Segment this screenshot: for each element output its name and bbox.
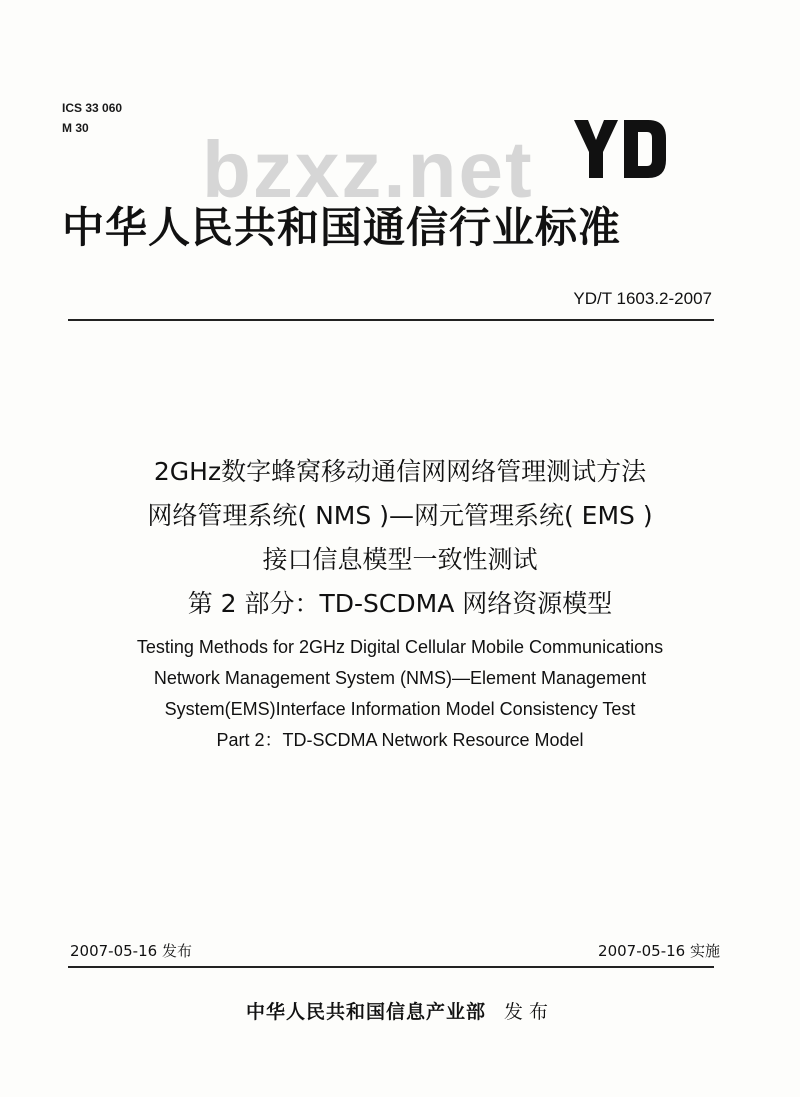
english-title-line-2: Network Management System (NMS)—Element Management	[153, 668, 647, 688]
standard-title: 中华人民共和国通信行业标准	[62, 203, 622, 252]
chinese-title-line-4: 第 2 部分：TD-SCDMA 网络资源模型	[187, 589, 613, 618]
watermark: bzxz.net	[202, 125, 534, 214]
implement-date: 2007-05-16 实施	[598, 942, 720, 960]
english-title-line-4: Part 2：TD-SCDMA Network Resource Model	[216, 730, 584, 750]
classification-codes	[62, 98, 122, 138]
yd-logo	[572, 118, 668, 180]
chinese-title-block	[0, 450, 800, 626]
ccs-code: M 30	[62, 121, 89, 135]
ics-code: ICS 33 060	[62, 101, 123, 115]
chinese-title-line-2: 网络管理系统( NMS )—网元管理系统( EMS )	[147, 501, 653, 530]
issuer-action: 发布	[504, 1001, 555, 1023]
english-title-block	[0, 632, 800, 756]
english-title-line-3: System(EMS)Interface Information Model Consistency Test	[164, 699, 636, 719]
chinese-title-line-1: 2GHz数字蜂窝移动通信网网络管理测试方法	[153, 457, 647, 486]
chinese-title-line-3: 接口信息模型一致性测试	[262, 545, 538, 574]
publish-date: 2007-05-16 发布	[70, 942, 192, 960]
standard-number: YD/T 1603.2-2007	[573, 289, 712, 308]
bottom-divider	[68, 966, 714, 968]
issuer	[0, 997, 800, 1027]
date-row	[70, 939, 720, 963]
top-divider	[68, 319, 714, 321]
english-title-line-1: Testing Methods for 2GHz Digital Cellular Mobile Communications	[136, 637, 664, 657]
issuer-name: 中华人民共和国信息产业部	[245, 1001, 486, 1023]
